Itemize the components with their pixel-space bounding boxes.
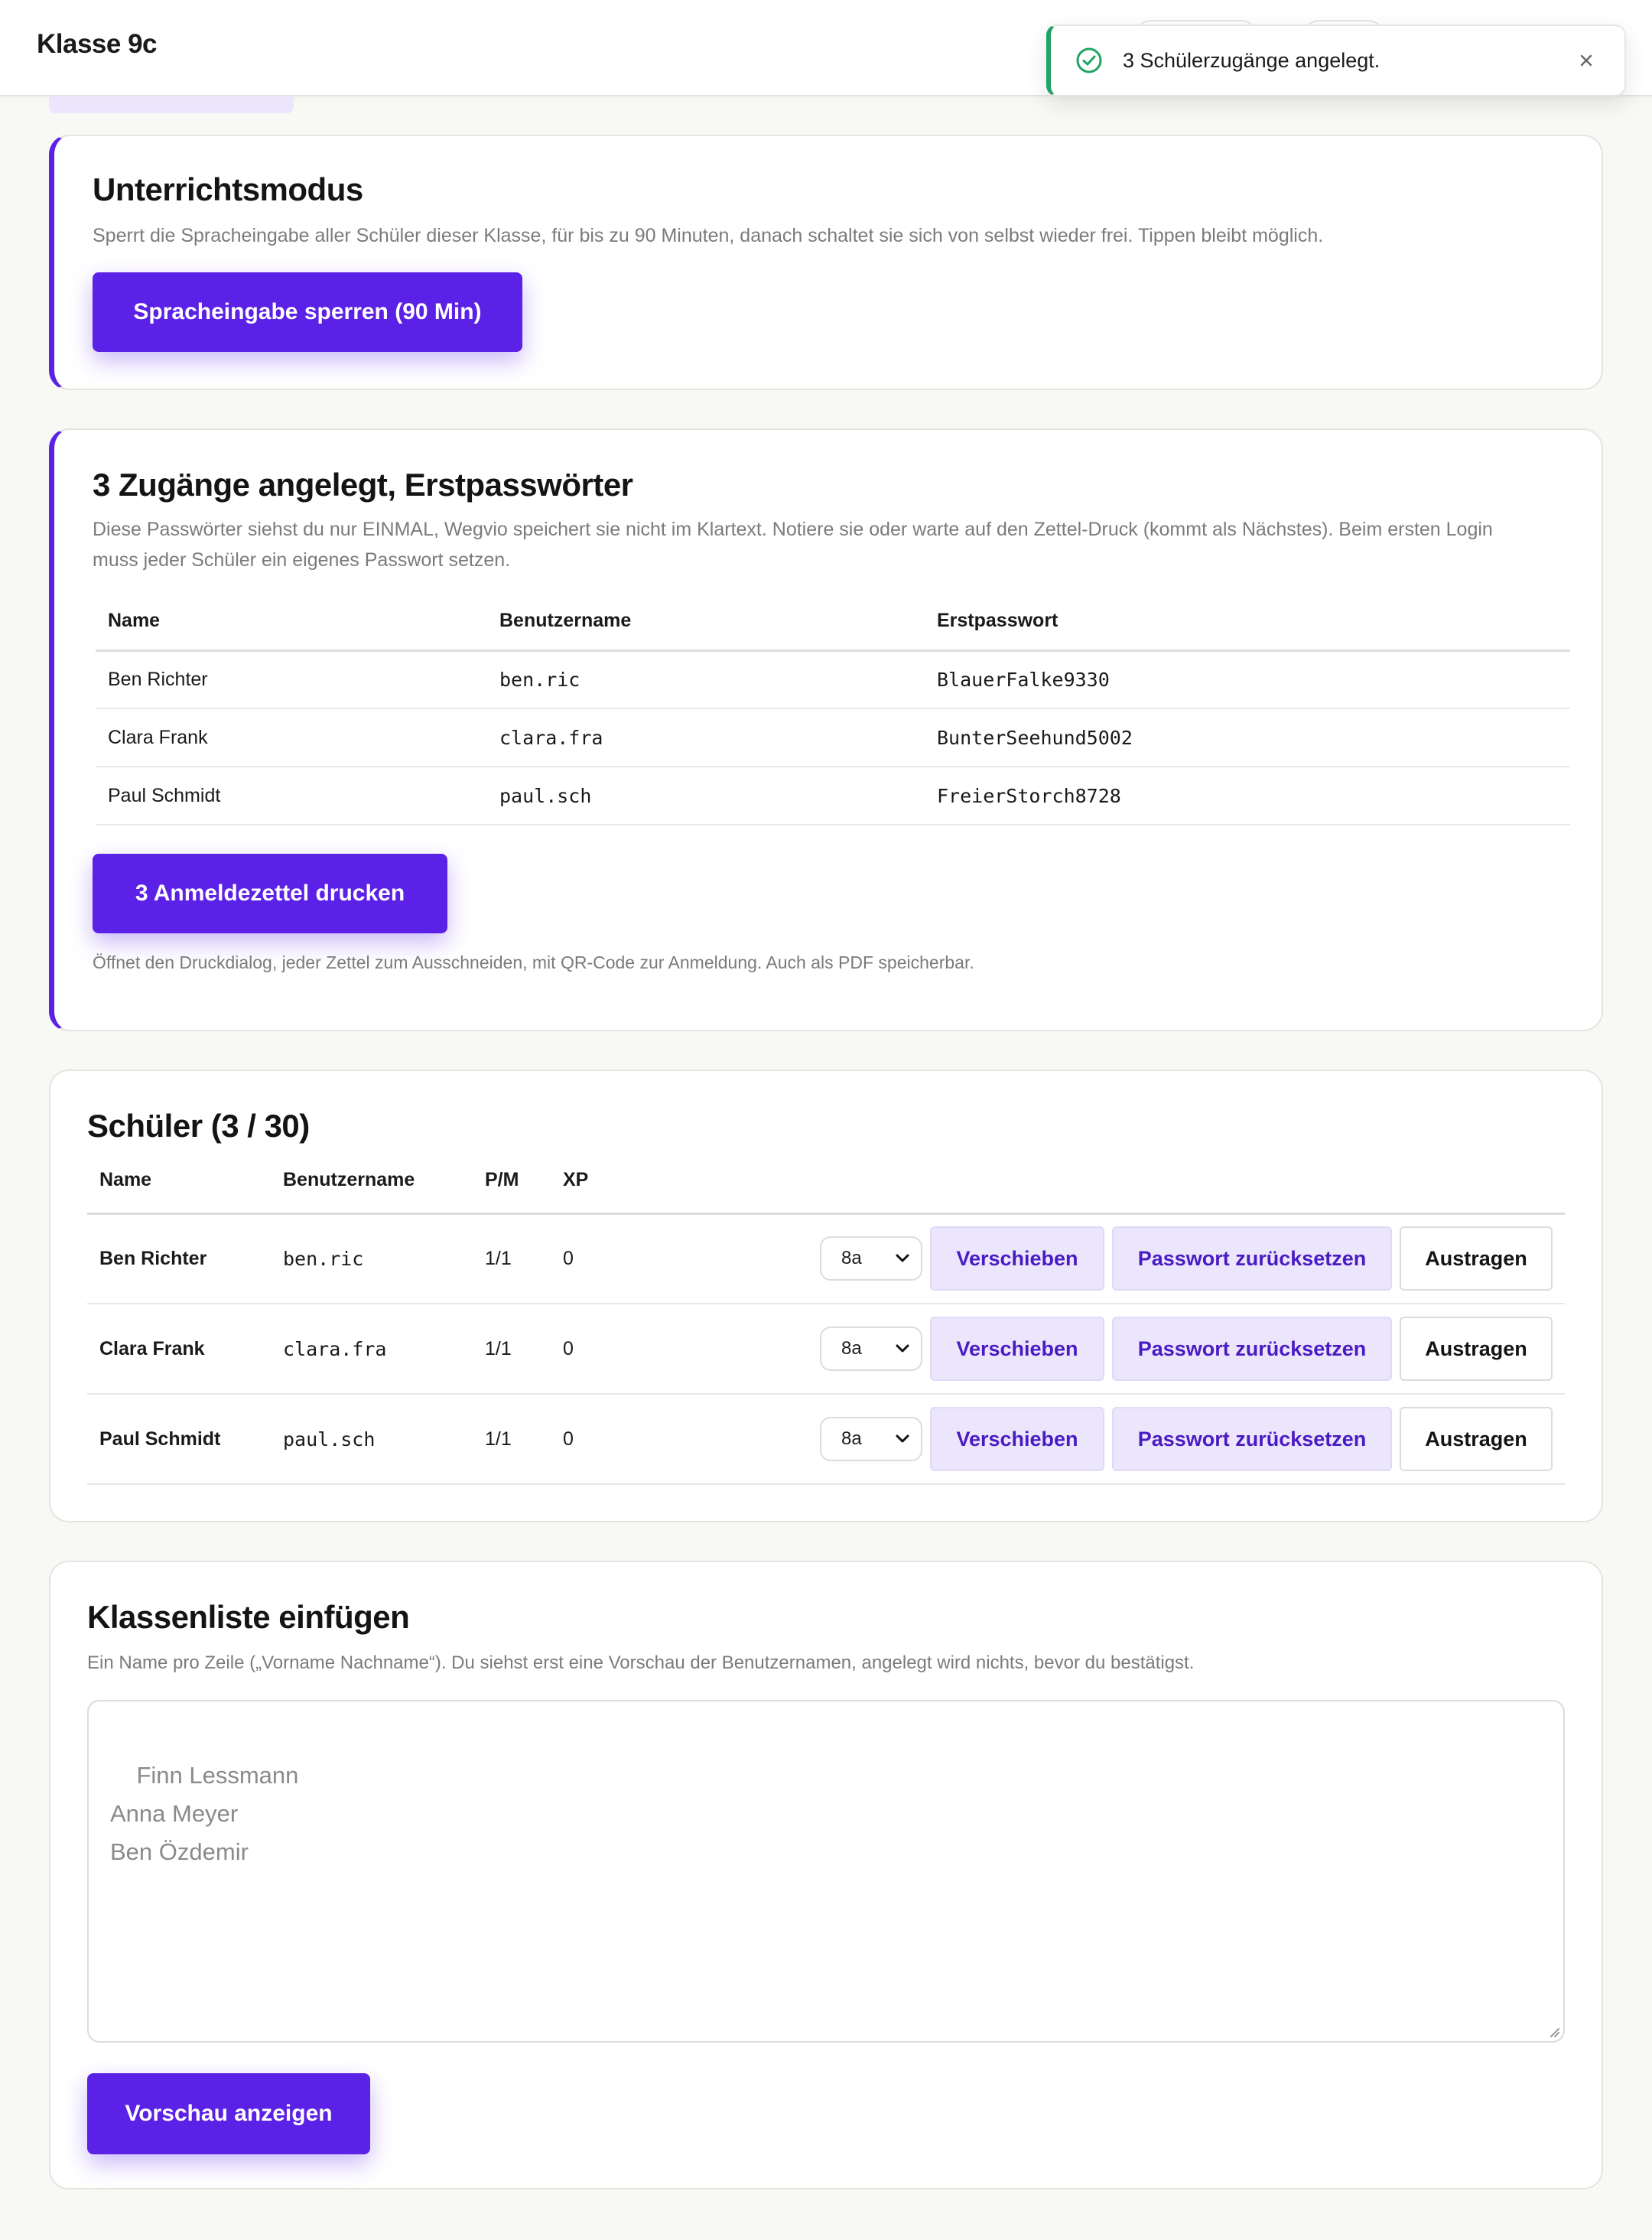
students-title: Schüler (3 / 30) [87, 1108, 310, 1144]
chevron-down-icon [895, 1344, 910, 1353]
student-username: clara.fra [271, 1304, 473, 1394]
print-login-slips-button[interactable]: 3 Anmeldezettel drucken [93, 854, 447, 933]
student-xp: 0 [551, 1304, 665, 1394]
check-circle-icon [1074, 45, 1104, 76]
student-username: ben.ric [271, 1213, 473, 1304]
credentials-card [49, 428, 1603, 1031]
table-row [87, 1394, 1565, 1484]
student-name: Paul Schmidt [87, 1394, 271, 1484]
column-header-name: Name [87, 1169, 271, 1213]
column-header-actions [665, 1169, 1565, 1213]
chevron-down-icon [895, 1254, 910, 1263]
table-row [87, 1213, 1565, 1304]
import-title: Klassenliste einfügen [87, 1599, 410, 1635]
column-header-password: Erstpasswort [925, 592, 1570, 650]
students-table [87, 1169, 1565, 1485]
move-button[interactable]: Verschieben [930, 1407, 1104, 1471]
column-header-pm: P/M [473, 1169, 551, 1213]
credentials-description-line1: Diese Passwörter siehst du nur EINMAL, Wegvio speichert sie nicht im Klartext. Notiere sie oder warte auf den Zettel-Druck (kommt als Nächstes). Beim ersten Login [93, 519, 1493, 540]
student-name: Clara Frank [96, 708, 487, 767]
student-pm: 1/1 [473, 1304, 551, 1394]
student-username: paul.sch [271, 1394, 473, 1484]
student-username: paul.sch [487, 767, 925, 825]
page-title: Klasse 9c [37, 29, 158, 59]
remove-button[interactable]: Austragen [1400, 1226, 1553, 1291]
student-name: Clara Frank [87, 1304, 271, 1394]
student-name: Ben Richter [96, 650, 487, 708]
remove-button[interactable]: Austragen [1400, 1317, 1553, 1381]
chevron-down-icon [895, 1434, 910, 1444]
class-select[interactable] [820, 1417, 922, 1461]
students-card [49, 1070, 1603, 1522]
lock-voice-input-button[interactable]: Spracheingabe sperren (90 Min) [93, 272, 522, 352]
credentials-description-line2: muss jeder Schüler ein eigenes Passwort setzen. [93, 549, 511, 571]
row-actions [665, 1394, 1565, 1484]
student-username: clara.fra [487, 708, 925, 767]
initial-password: BunterSeehund5002 [925, 708, 1570, 767]
toast-message: 3 Schülerzugänge angelegt. [1123, 48, 1380, 72]
row-actions [665, 1213, 1565, 1304]
table-row [87, 1304, 1565, 1394]
class-list-textarea[interactable] [87, 1700, 1565, 2043]
hidden-tab-indicator [49, 96, 294, 113]
column-header-name: Name [96, 592, 487, 650]
class-select-value: 8a [841, 1338, 862, 1359]
print-hint: Öffnet den Druckdialog, jeder Zettel zum Ausschneiden, mit QR-Code zur Anmeldung. Auch als PDF speicherbar. [93, 952, 974, 972]
lesson-mode-title: Unterrichtsmodus [93, 171, 363, 207]
remove-button[interactable]: Austragen [1400, 1407, 1553, 1471]
credentials-title: 3 Zugänge angelegt, Erstpasswörter [93, 467, 633, 503]
close-icon[interactable] [1571, 45, 1602, 76]
class-select-value: 8a [841, 1428, 862, 1449]
class-select[interactable] [820, 1236, 922, 1281]
table-row [96, 650, 1570, 708]
move-button[interactable]: Verschieben [930, 1317, 1104, 1381]
move-button[interactable]: Verschieben [930, 1226, 1104, 1291]
reset-password-button[interactable]: Passwort zurücksetzen [1112, 1317, 1392, 1381]
show-preview-button[interactable]: Vorschau anzeigen [87, 2073, 370, 2154]
column-header-username: Benutzername [487, 592, 925, 650]
lesson-mode-card [49, 135, 1603, 390]
column-header-xp: XP [551, 1169, 665, 1213]
table-row [96, 767, 1570, 825]
student-name: Ben Richter [87, 1213, 271, 1304]
credentials-table [96, 592, 1570, 825]
import-card [49, 1561, 1603, 2190]
import-description: Ein Name pro Zeile („Vorname Nachname“). Du siehst erst eine Vorschau der Benutzernamen, angelegt wird nichts, bevor du bestätigst. [87, 1652, 1195, 1673]
student-pm: 1/1 [473, 1213, 551, 1304]
student-xp: 0 [551, 1394, 665, 1484]
success-toast [1046, 24, 1626, 96]
student-pm: 1/1 [473, 1394, 551, 1484]
column-header-username: Benutzername [271, 1169, 473, 1213]
textarea-placeholder: Finn Lessmann Anna Meyer Ben Özdemir [110, 1762, 299, 1865]
reset-password-button[interactable]: Passwort zurücksetzen [1112, 1226, 1392, 1291]
lesson-mode-description: Sperrt die Spracheingabe aller Schüler dieser Klasse, für bis zu 90 Minuten, danach schaltet sie sich von selbst wieder frei. Tippen bleibt möglich. [93, 225, 1324, 246]
class-select-value: 8a [841, 1248, 862, 1269]
student-username: ben.ric [487, 650, 925, 708]
row-actions [665, 1304, 1565, 1394]
class-select[interactable] [820, 1327, 922, 1371]
table-row [96, 708, 1570, 767]
student-xp: 0 [551, 1213, 665, 1304]
resize-handle-icon[interactable] [1546, 2024, 1560, 2038]
initial-password: BlauerFalke9330 [925, 650, 1570, 708]
reset-password-button[interactable]: Passwort zurücksetzen [1112, 1407, 1392, 1471]
student-name: Paul Schmidt [96, 767, 487, 825]
initial-password: FreierStorch8728 [925, 767, 1570, 825]
